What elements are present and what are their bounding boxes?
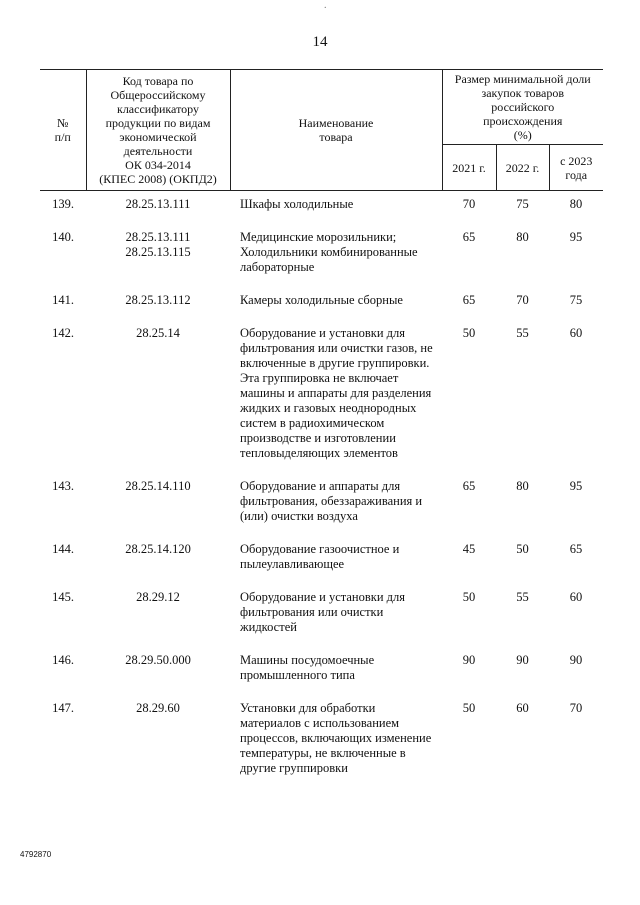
row-number: 139. [52, 197, 74, 211]
page-mark: . [324, 0, 327, 11]
row-number: 147. [52, 701, 74, 715]
row-share-2022: 50 [516, 542, 529, 556]
row-product-name: Оборудование газоочистное и пылеулавливающее [240, 542, 400, 571]
row-product-code: 28.25.13.111 28.25.13.115 [125, 230, 191, 259]
row-share-2022: 55 [516, 326, 529, 340]
row-product-name: Оборудование и установки для фильтрования или очистки газов, не включенные в другие группировки. Эта группировка не включает машины и аппараты для разделения жидких и газовых неоднородных систем в радиохимическом производстве и изготовлении тепловыделяющих элементов [240, 326, 433, 460]
row-product-name: Шкафы холодильные [240, 197, 354, 211]
row-number: 144. [52, 542, 74, 556]
row-share-2022: 70 [516, 293, 529, 307]
table-body [40, 191, 603, 795]
row-share-2021: 50 [462, 590, 476, 604]
row-number: 145. [52, 590, 74, 604]
row-share-2021: 65 [462, 230, 476, 244]
row-product-code: 28.25.13.112 [125, 293, 191, 307]
row-product-name: Установки для обработки материалов с использованием процессов, включающих изменение температуры, не включенные в другие группировки [240, 701, 432, 775]
row-share-2023: 95 [569, 479, 583, 493]
table-row [40, 326, 603, 479]
row-number: 143. [52, 479, 74, 493]
table-row [40, 542, 603, 590]
row-share-2023: 60 [569, 326, 583, 340]
row-product-code: 28.25.14.120 [125, 542, 191, 556]
page-number: 14 [312, 34, 328, 50]
row-product-code: 28.25.13.111 [125, 197, 191, 211]
row-share-2021: 45 [462, 542, 476, 556]
row-product-code: 28.29.12 [136, 590, 180, 604]
row-share-2023: 65 [569, 542, 583, 556]
table-row [40, 653, 603, 701]
row-product-code: 28.29.60 [136, 701, 180, 715]
document-id: 4792870 [20, 850, 52, 859]
table-row [40, 293, 603, 326]
row-number: 140. [52, 230, 74, 244]
procurement-share-table [40, 69, 603, 794]
row-share-2023: 70 [569, 701, 583, 715]
row-product-code: 28.25.14 [136, 326, 180, 340]
row-share-2021: 65 [462, 293, 476, 307]
row-product-name: Медицинские морозильники; Холодильники комбинированные лабораторные [240, 230, 418, 274]
row-share-2021: 50 [462, 701, 476, 715]
row-share-2022: 75 [516, 197, 529, 211]
row-share-2021: 90 [462, 653, 476, 667]
row-number: 142. [52, 326, 74, 340]
row-product-name: Машины посудомоечные промышленного типа [240, 653, 375, 682]
row-number: 146. [52, 653, 74, 667]
row-share-2023: 75 [569, 293, 583, 307]
table-header [40, 70, 603, 191]
row-number: 141. [52, 293, 74, 307]
row-product-name: Оборудование и установки для фильтрования или очистки жидкостей [240, 590, 405, 634]
row-share-2023: 80 [569, 197, 583, 211]
row-share-2021: 50 [462, 326, 476, 340]
table-row [40, 230, 603, 293]
table-row [40, 191, 603, 231]
table-row [40, 590, 603, 653]
header-product-name: Наименование товара [230, 70, 442, 191]
header-number: № п/п [40, 70, 86, 191]
header-product-code: Код товара по Общероссийскому классификатору продукции по видам экономической деятельности ОК 034-2014 (КПЕС 2008) (ОКПД2) [86, 70, 230, 191]
row-share-2021: 70 [462, 197, 476, 211]
row-share-2022: 60 [516, 701, 529, 715]
row-share-2023: 60 [569, 590, 583, 604]
row-product-name: Оборудование и аппараты для фильтрования, обеззараживания и (или) очистки воздуха [240, 479, 423, 523]
row-share-2023: 90 [569, 653, 583, 667]
row-share-2022: 55 [516, 590, 529, 604]
header-year-2023: с 2023 года [549, 145, 603, 191]
table-row [40, 701, 603, 794]
header-min-share: Размер минимальной доли закупок товаров российского происхождения (%) [442, 70, 603, 145]
row-product-code: 28.25.14.110 [125, 479, 191, 493]
row-share-2022: 80 [516, 479, 529, 493]
header-year-2021: 2021 г. [442, 145, 496, 191]
row-share-2022: 80 [516, 230, 529, 244]
row-product-code: 28.29.50.000 [125, 653, 191, 667]
row-share-2022: 90 [516, 653, 529, 667]
row-product-name: Камеры холодильные сборные [240, 293, 403, 307]
row-share-2021: 65 [462, 479, 476, 493]
header-year-2022: 2022 г. [496, 145, 549, 191]
table-row [40, 479, 603, 542]
row-share-2023: 95 [569, 230, 583, 244]
